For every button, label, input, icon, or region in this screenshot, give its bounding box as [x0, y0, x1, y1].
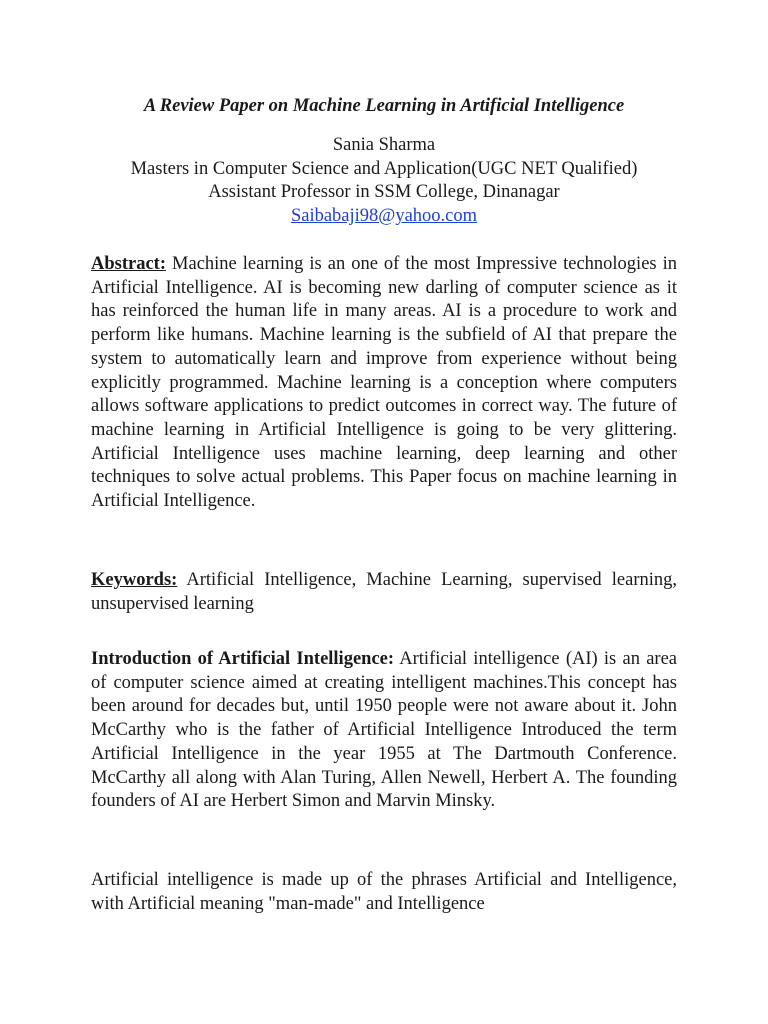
ai-phrase-text: Artificial intelligence is made up of the phrases Artificial and Intelligence, with Artificial meaning "man-made" and Intelligence — [91, 870, 677, 914]
keywords-paragraph — [91, 569, 677, 616]
keywords-label: Keywords: — [91, 570, 178, 590]
paper-title: A Review Paper on Machine Learning in Artificial Intelligence — [143, 96, 625, 116]
author-degree: Masters in Computer Science and Application(UGC NET Qualified) — [130, 158, 638, 179]
author-block — [0, 134, 768, 229]
introduction-label: Introduction of Artificial Intelligence: — [91, 649, 395, 669]
abstract-text: Machine learning is an one of the most Impressive technologies in Artificial Intelligence. AI is becoming new darling of computer science as it has reinforced the human life in many areas. AI is a procedure to work and perform like humans. Machine learning is the subfield of AI that prepare the system to automatically learn and improve from experience without being explicitly programmed. Machine learning is a conception where computers allows software applications to predict outcomes in correct way. The future of machine learning in Artificial Intelligence is going to be very glittering. Artificial Intelligence uses machine learning, deep learning and other techniques to solve actual problems. This Paper focus on machine learning in Artificial Intelligence. — [91, 254, 678, 512]
abstract-label: Abstract: — [91, 254, 167, 274]
introduction-text: Artificial intelligence (AI) is an area of computer science aimed at creating intelligent machines.This concept has been around for decades but, until 1950 people were not aware about it. John McCarthy who is the father of Artificial Intelligence Introduced the term Artificial Intelligence in the year 1955 at The Dartmouth Conference. McCarthy all along with Alan Turing, Allen Newell, Herbert A. The founding founders of AI are Herbert Simon and Marvin Minsky. — [91, 649, 677, 812]
ai-phrase-paragraph — [91, 869, 677, 916]
introduction-paragraph — [91, 648, 677, 814]
abstract-paragraph — [91, 253, 677, 514]
author-position: Assistant Professor in SSM College, Dinanagar — [208, 182, 560, 203]
keywords-text: Artificial Intelligence, Machine Learning, supervised learning, unsupervised learning — [91, 570, 677, 614]
author-email-link[interactable]: Saibabaji98@yahoo.com — [290, 206, 478, 227]
author-name: Sania Sharma — [332, 135, 436, 155]
